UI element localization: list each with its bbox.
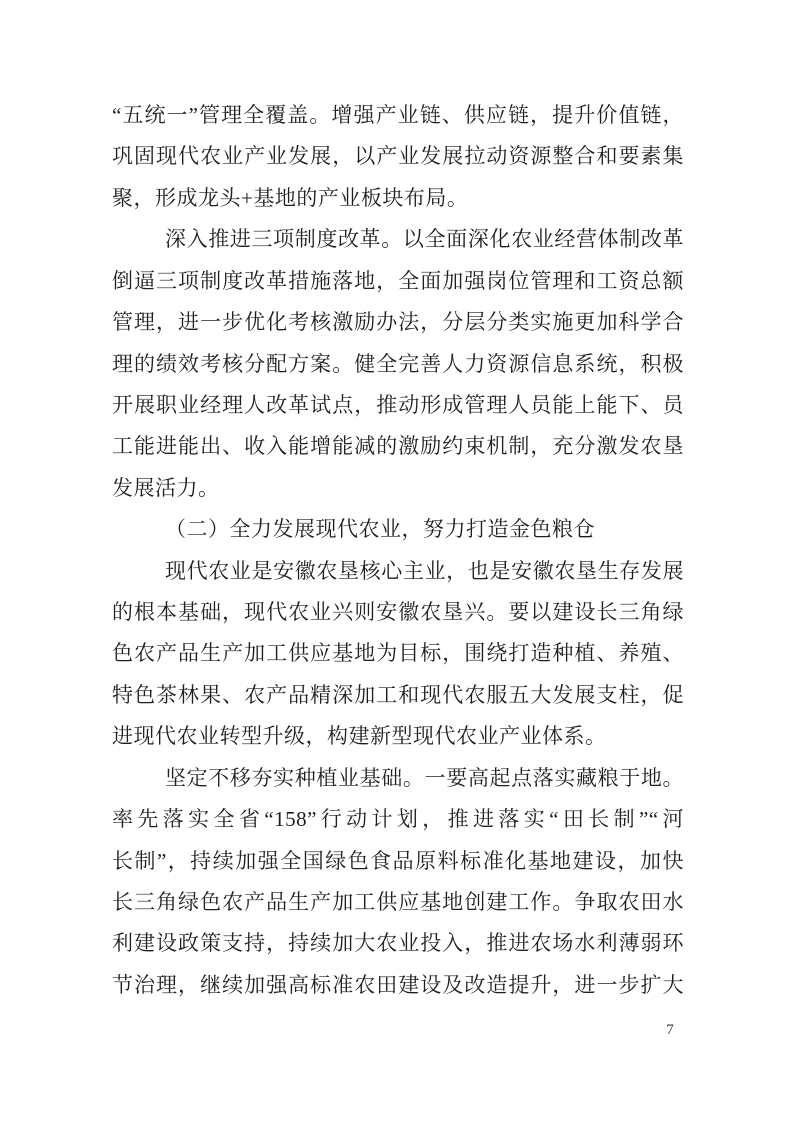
- text-line: 的根本基础，现代农业兴则安徽农垦兴。要以建设长三角绿: [112, 600, 684, 625]
- text-line: 坚定不移夯实种植业基础。一要高起点落实藏粮于地。: [165, 765, 684, 790]
- text-line: 开展职业经理人改革试点，推动形成管理人员能上能下、员: [112, 392, 684, 417]
- text-line: 深入推进三项制度改革。以全面深化农业经营体制改革: [165, 227, 684, 252]
- text-line: 色农产品生产加工供应基地为目标，围绕打造种植、养殖、: [112, 641, 684, 666]
- text-line: 利建设政策支持，持续加大农业投入，推进农场水利薄弱环: [112, 931, 684, 956]
- text-line: “五统一”管理全覆盖。增强产业链、供应链，提升价值链，: [112, 103, 684, 127]
- text-line: 工能进能出、收入能增能减的激励约束机制，充分激发农垦: [112, 434, 684, 459]
- text-line: 节治理，继续加强高标准农田建设及改造提升，进一步扩大: [112, 972, 684, 997]
- text-line: 特色茶林果、农产品精深加工和现代农服五大发展支柱，促: [112, 682, 684, 707]
- text-line: 进现代农业转型升级，构建新型现代农业产业体系。: [112, 724, 607, 749]
- text-line: 长制”，持续加强全国绿色食品原料标准化基地建设，加快: [112, 848, 684, 873]
- text-line: 长三角绿色农产品生产加工供应基地创建工作。争取农田水: [112, 890, 684, 915]
- section-heading: （二）全力发展现代农业，努力打造金色粮仓: [165, 517, 595, 542]
- text-body: [112, 95, 684, 1006]
- text-line: 率先落实全省“158”行动计划，推进落实“田长制”“河: [112, 807, 684, 832]
- text-line: 聚，形成龙头+基地的产业板块布局。: [112, 185, 469, 210]
- text-line: 理的绩效考核分配方案。健全完善人力资源信息系统，积极: [112, 351, 684, 376]
- text-line: 现代农业是安徽农垦核心主业，也是安徽农垦生存发展: [165, 558, 684, 583]
- text-line: 倒逼三项制度改革措施落地，全面加强岗位管理和工资总额: [112, 268, 684, 293]
- page-number: 7: [666, 1022, 674, 1038]
- text-line: 巩固现代农业产业发展，以产业发展拉动资源整合和要素集: [112, 144, 684, 169]
- text-line: 管理，进一步优化考核激励办法，分层分类实施更加科学合: [112, 310, 684, 335]
- text-line: 发展活力。: [112, 475, 220, 500]
